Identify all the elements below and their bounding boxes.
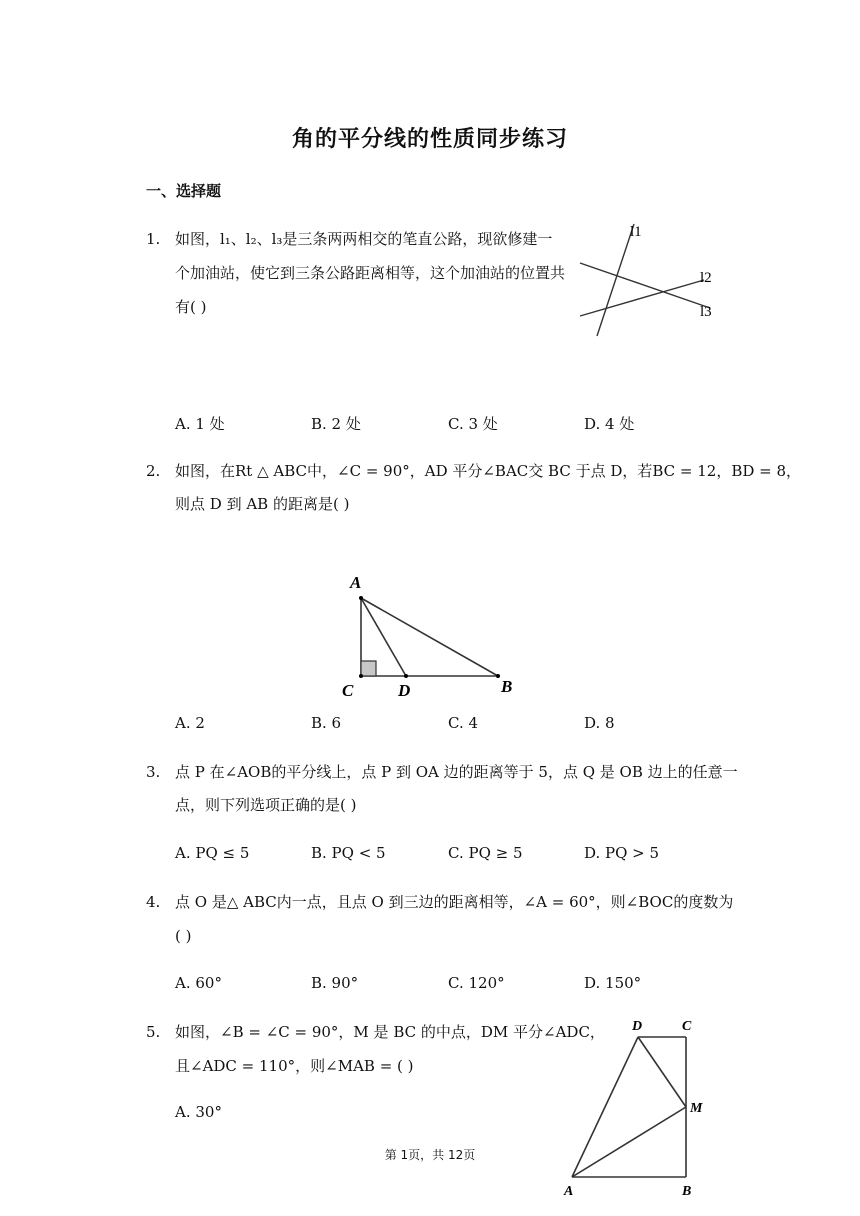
question-number: 3. xyxy=(146,763,161,781)
line-label-l1: l1 xyxy=(630,224,642,240)
option-b: B. 6 xyxy=(311,714,342,732)
option-c: C. 4 xyxy=(448,714,479,732)
question-number: 1. xyxy=(146,230,161,248)
vertex-label-a: A xyxy=(350,573,362,592)
line-label-l3: l3 xyxy=(700,304,712,320)
option-a: A. 1 处 xyxy=(175,415,225,433)
line-label-l2: l2 xyxy=(700,270,712,286)
quadrilateral-figure xyxy=(558,1014,708,1200)
vertex-label-c: C xyxy=(682,1019,692,1034)
option-a: A. 60° xyxy=(175,974,222,992)
question-text-line: 且∠ADC = 110°，则∠MAB = ( ) xyxy=(175,1057,414,1075)
section-heading: 一、选择题 xyxy=(146,182,222,200)
option-b: B. PQ < 5 xyxy=(311,844,386,862)
option-c: C. PQ ≥ 5 xyxy=(448,844,523,862)
question-number: 4. xyxy=(146,893,161,911)
question-text-line: 点，则下列选项正确的是( ) xyxy=(175,796,357,814)
vertex-label-b: B xyxy=(682,1184,692,1199)
three-lines-figure xyxy=(570,218,720,343)
option-c: C. 120° xyxy=(448,974,505,992)
question-number: 5. xyxy=(146,1023,161,1041)
question-text-line: 点 P 在∠AOB的平分线上，点 P 到 OA 边的距离等于 5，点 Q 是 OB 边上的任意一 xyxy=(175,763,738,781)
vertex-label-m: M xyxy=(690,1101,703,1116)
vertex-label-a: A xyxy=(564,1184,574,1199)
option-b: B. 90° xyxy=(311,974,359,992)
vertex-label-b: B xyxy=(501,677,513,696)
document-title: 角的平分线的性质同步练习 xyxy=(291,127,568,152)
question-text-line: 如图，l₁、l₂、l₃是三条两两相交的笔直公路，现欲修建一 xyxy=(175,230,553,248)
question-text-line: 则点 D 到 AB 的距离是( ) xyxy=(175,495,350,513)
page-footer: 第 1页，共 12页 xyxy=(384,1148,476,1162)
option-c: C. 3 处 xyxy=(448,415,498,433)
question-text-line: 如图，∠B = ∠C = 90°，M 是 BC 的中点，DM 平分∠ADC， xyxy=(175,1023,605,1041)
vertex-label-d: D xyxy=(398,681,411,700)
option-a: A. 30° xyxy=(175,1103,222,1121)
vertex-label-c: C xyxy=(342,681,354,700)
question-text-line: 点 O 是△ ABC内一点，且点 O 到三边的距离相等，∠A = 60°，则∠BOC的度数为 xyxy=(175,893,734,911)
option-a: A. 2 xyxy=(175,714,205,732)
option-b: B. 2 处 xyxy=(311,415,361,433)
right-triangle-figure xyxy=(338,570,528,702)
question-text-line: 有( ) xyxy=(175,298,207,316)
option-d: D. 8 xyxy=(584,714,615,732)
question-text-line: 个加油站，使它到三条公路距离相等，这个加油站的位置共 xyxy=(175,264,566,282)
vertex-label-d: D xyxy=(632,1019,643,1034)
question-number: 2. xyxy=(146,462,161,480)
question-text-line: ( ) xyxy=(175,927,192,945)
question-text-line: 如图，在Rt △ ABC中，∠C = 90°，AD 平分∠BAC交 BC 于点 D，若BC = 12，BD = 8， xyxy=(175,462,802,480)
option-d: D. 150° xyxy=(584,974,642,992)
option-d: D. PQ > 5 xyxy=(584,844,660,862)
option-d: D. 4 处 xyxy=(584,415,635,433)
option-a: A. PQ ≤ 5 xyxy=(175,844,250,862)
